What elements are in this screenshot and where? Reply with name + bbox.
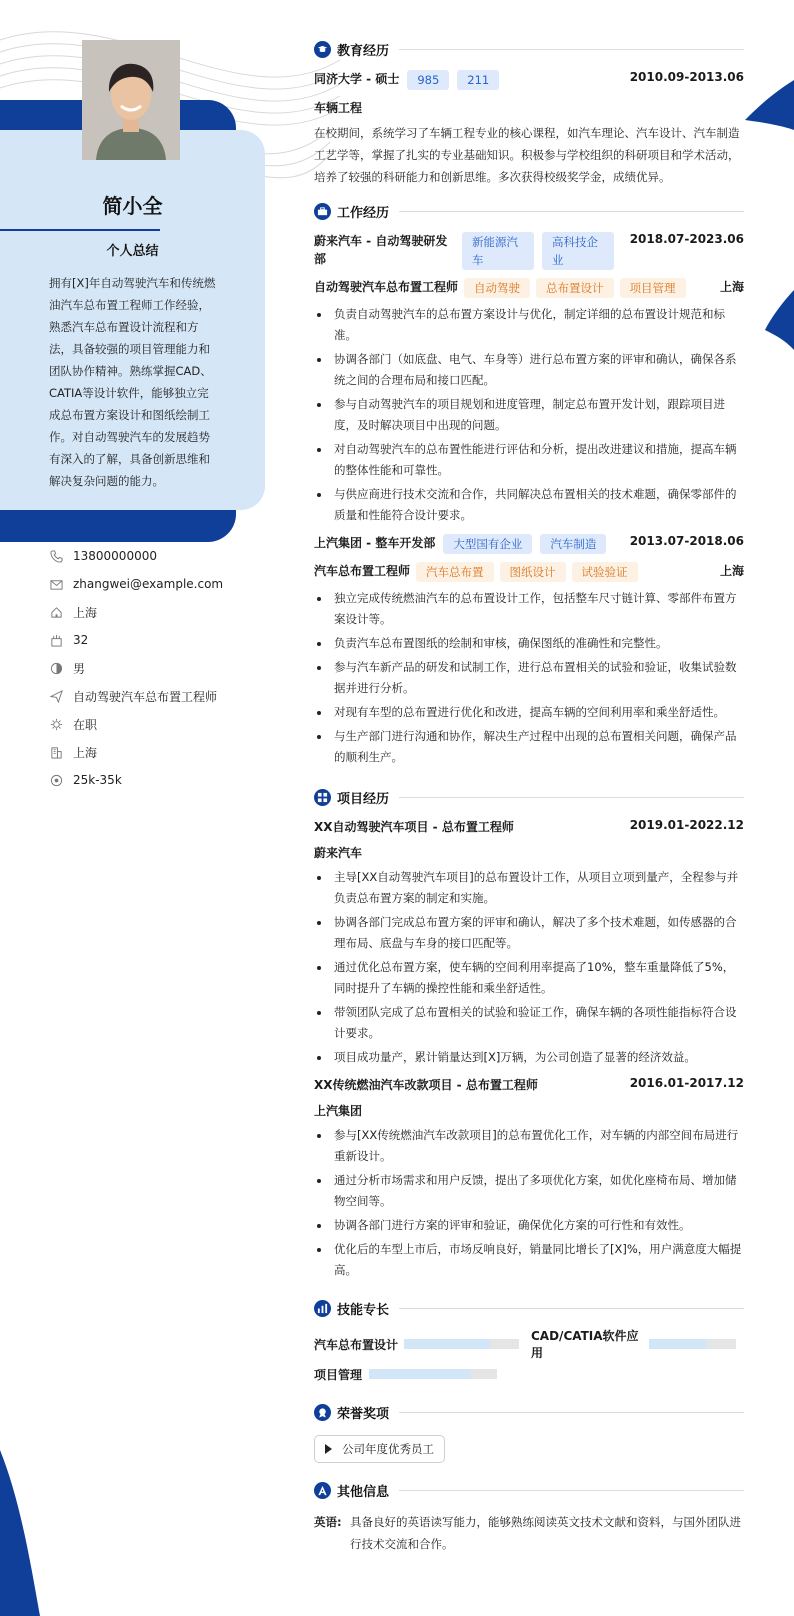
- main-content: [314, 36, 744, 1555]
- role-tag: 试验验证: [572, 562, 638, 582]
- status-text: 在职: [73, 717, 98, 732]
- company-tag: 汽车制造: [540, 534, 606, 554]
- list-item: 通过优化总布置方案，使车辆的空间利用率提高了10%，整车重量降低了5%，同时提升了车辆的操控性能和乘坐舒适性。: [314, 957, 744, 999]
- summary-text: 拥有[X]年自动驾驶汽车和传统燃油汽车总布置工程师工作经验，熟悉汽车总布置设计流程和方法，具备较强的项目管理能力和团队协作精神。熟练掌握CAD、CATIA等设计软件，能够独立完成总布置方案设计和图纸绘制工作。对自动驾驶汽车的发展趋势有深入的了解，具备创新思维和解决复杂问题的能力。: [49, 276, 216, 488]
- divider: [399, 211, 744, 212]
- school-tag: 211: [457, 70, 499, 90]
- divider: [399, 797, 744, 798]
- position-text: 自动驾驶汽车总布置工程师: [73, 689, 218, 704]
- other-header: [314, 1477, 744, 1503]
- list-item: 对现有车型的总布置进行优化和改进，提高车辆的空间利用率和乘坐舒适性。: [314, 702, 744, 723]
- divider: [399, 49, 744, 50]
- divider: [399, 1308, 744, 1309]
- role-tag: 自动驾驶: [464, 278, 530, 298]
- phone-icon: [50, 550, 63, 563]
- job-city: 上海: [719, 564, 744, 578]
- skill-row: [314, 1329, 744, 1359]
- info-age: [50, 626, 250, 654]
- project-org: 蔚来汽车: [314, 846, 363, 860]
- company-tag: 新能源汽车: [462, 232, 534, 270]
- major: 车辆工程: [314, 101, 363, 115]
- bar-chart-icon: [314, 1300, 331, 1317]
- project-name: XX传统燃油汽车改款项目 - 总布置工程师: [314, 1078, 538, 1092]
- project-duties: [314, 1125, 744, 1281]
- name-underline: [0, 229, 160, 231]
- other-text: 具备良好的英语读写能力，能够熟练阅读英文技术文献和资料，与国外团队进行技术交流和合作。: [350, 1515, 741, 1551]
- projects-title: 项目经历: [337, 791, 390, 807]
- list-item: 带领团队完成了总布置相关的试验和验证工作，确保车辆的各项性能指标符合设计要求。: [314, 1002, 744, 1044]
- email-text: zhangwei@example.com: [73, 577, 224, 591]
- project-org: 上汽集团: [314, 1104, 363, 1118]
- summary-title: 个人总结: [106, 244, 159, 259]
- company-tag: 大型国有企业: [443, 534, 532, 554]
- project-name: XX自动驾驶汽车项目 - 总布置工程师: [314, 820, 514, 834]
- projects-header: [314, 784, 744, 810]
- list-item: 参与汽车新产品的研发和试制工作，进行总布置相关的试验和验证，收集试验数据并进行分析。: [314, 657, 744, 699]
- skill-fill: [369, 1369, 471, 1379]
- play-icon: [325, 1444, 332, 1454]
- info-salary: [50, 766, 250, 794]
- skill-name: 汽车总布置设计: [314, 1337, 399, 1352]
- project-date: 2016.01-2017.12: [629, 1076, 744, 1090]
- awards-title: 荣誉奖项: [337, 1406, 390, 1422]
- role-tag: 总布置设计: [536, 278, 614, 298]
- medal-icon: [314, 1404, 331, 1421]
- list-item: 协调各部门（如底盘、电气、车身等）进行总布置方案的评审和确认，确保各系统之间的合理布局和接口匹配。: [314, 349, 744, 391]
- list-item: 通过分析市场需求和用户反馈，提出了多项优化方案，如优化座椅布局、增加储物空间等。: [314, 1170, 744, 1212]
- age-icon: [50, 634, 63, 647]
- education-header: [314, 36, 744, 62]
- home-icon: [50, 606, 63, 619]
- awards-header: [314, 1399, 744, 1425]
- school-name: 同济大学 - 硕士: [314, 72, 400, 86]
- list-item: 优化后的车型上市后，市场反响良好，销量同比增长了[X]%，用户满意度大幅提高。: [314, 1239, 744, 1281]
- project-row: [314, 818, 744, 835]
- info-gender: [50, 654, 250, 682]
- skill-bar: [369, 1369, 497, 1379]
- job-company-row: [314, 232, 744, 270]
- company-tag: 高科技企业: [542, 232, 614, 270]
- info-status: [50, 710, 250, 738]
- skill-fill: [649, 1339, 706, 1349]
- status-icon: [50, 718, 63, 731]
- grid-icon: [314, 789, 331, 806]
- list-item: 参与[XX传统燃油汽车改款项目]的总布置优化工作，对车辆的内部空间布局进行重新设计。: [314, 1125, 744, 1167]
- other-title: 其他信息: [337, 1484, 390, 1500]
- job-date: 2018.07-2023.06: [629, 232, 744, 246]
- education-date: 2010.09-2013.06: [629, 70, 744, 84]
- gender-icon: [50, 662, 63, 675]
- skill-fill: [404, 1339, 490, 1349]
- job-duties: [314, 304, 744, 526]
- role-tag: 图纸设计: [500, 562, 566, 582]
- work-header: [314, 198, 744, 224]
- job-role: 汽车总布置工程师: [314, 564, 411, 578]
- list-item: 与生产部门进行沟通和协作，解决生产过程中出现的总布置相关问题，确保产品的顺利生产。: [314, 726, 744, 768]
- skill-name: CAD/CATIA软件应用: [531, 1329, 639, 1360]
- list-item: 与供应商进行技术交流和合作，共同解决总布置相关的技术难题，确保零部件的质量和性能符合设计要求。: [314, 484, 744, 526]
- skills-title: 技能专长: [337, 1302, 390, 1318]
- city-text: 上海: [73, 745, 98, 760]
- education-desc: 在校期间，系统学习了车辆工程专业的核心课程，如汽车理论、汽车设计、汽车制造工艺学等，掌握了扎实的专业基础知识。积极参与学校组织的科研项目和学术活动，培养了较强的科研能力和创新思维。多次获得校级奖学金，成绩优异。: [314, 126, 740, 184]
- project-row: [314, 1076, 744, 1093]
- job-role: 自动驾驶汽车总布置工程师: [314, 280, 459, 294]
- info-position: [50, 682, 250, 710]
- skill-name: 项目管理: [314, 1367, 363, 1382]
- job-role-row: [314, 562, 744, 582]
- award-label: 公司年度优秀员工: [342, 1442, 434, 1456]
- list-item: 对自动驾驶汽车的总布置性能进行评估和分析，提出改进建议和措施，提高车辆的整体性能和可靠性。: [314, 439, 744, 481]
- phone-text: 13800000000: [73, 549, 157, 563]
- info-location: [50, 598, 250, 626]
- award-item[interactable]: [314, 1435, 445, 1463]
- skill-bar: [404, 1339, 519, 1349]
- education-row: [314, 70, 744, 90]
- age-text: 32: [73, 633, 89, 647]
- role-tag: 汽车总布置: [416, 562, 494, 582]
- project-date: 2019.01-2022.12: [629, 818, 744, 832]
- info-phone: [50, 542, 250, 570]
- mail-icon: [50, 578, 63, 591]
- graduation-cap-icon: [314, 41, 331, 58]
- other-row: [314, 1511, 744, 1555]
- job-company-row: [314, 534, 744, 554]
- text-icon: [314, 1482, 331, 1499]
- job-city: 上海: [719, 280, 744, 294]
- info-city: [50, 738, 250, 766]
- person-name: 简小全: [102, 194, 163, 218]
- briefcase-icon: [314, 203, 331, 220]
- job-duties: [314, 588, 744, 768]
- other-label: 英语:: [314, 1515, 342, 1529]
- list-item: 参与自动驾驶汽车的项目规划和进度管理，制定总布置开发计划，跟踪项目进度，及时解决项目中出现的问题。: [314, 394, 744, 436]
- list-item: 协调各部门进行方案的评审和验证，确保优化方案的可行性和有效性。: [314, 1215, 744, 1236]
- skill-row: [314, 1359, 744, 1389]
- avatar: [82, 40, 180, 160]
- role-tag: 项目管理: [620, 278, 686, 298]
- gender-text: 男: [73, 661, 86, 676]
- list-item: 项目成功量产，累计销量达到[X]万辆，为公司创造了显著的经济效益。: [314, 1047, 744, 1068]
- job-date: 2013.07-2018.06: [629, 534, 744, 548]
- work-title: 工作经历: [337, 205, 390, 221]
- list-item: 负责汽车总布置图纸的绘制和审核，确保图纸的准确性和完整性。: [314, 633, 744, 654]
- list-item: 负责自动驾驶汽车的总布置方案设计与优化，制定详细的总布置设计规范和标准。: [314, 304, 744, 346]
- building-icon: [50, 746, 63, 759]
- company-name: 上汽集团 - 整车开发部: [314, 536, 436, 550]
- company-name: 蔚来汽车 - 自动驾驶研发部: [314, 234, 448, 266]
- job-role-row: [314, 278, 744, 298]
- project-duties: [314, 867, 744, 1068]
- divider: [399, 1490, 744, 1491]
- contact-info-list: [50, 542, 250, 794]
- send-icon: [50, 690, 63, 703]
- salary-icon: [50, 774, 63, 787]
- location-text: 上海: [73, 605, 98, 620]
- skill-bar: [649, 1339, 736, 1349]
- divider: [399, 1412, 744, 1413]
- list-item: 独立完成传统燃油汽车的总布置设计工作，包括整车尺寸链计算、零部件布置方案设计等。: [314, 588, 744, 630]
- salary-text: 25k-35k: [73, 773, 122, 787]
- education-title: 教育经历: [337, 43, 390, 59]
- school-tag: 985: [407, 70, 449, 90]
- skills-header: [314, 1295, 744, 1321]
- list-item: 主导[XX自动驾驶汽车项目]的总布置设计工作，从项目立项到量产，全程参与并负责总布置方案的制定和实施。: [314, 867, 744, 909]
- list-item: 协调各部门完成总布置方案的评审和确认，解决了多个技术难题，如传感器的合理布局、底盘与车身的接口匹配等。: [314, 912, 744, 954]
- info-email: [50, 570, 250, 598]
